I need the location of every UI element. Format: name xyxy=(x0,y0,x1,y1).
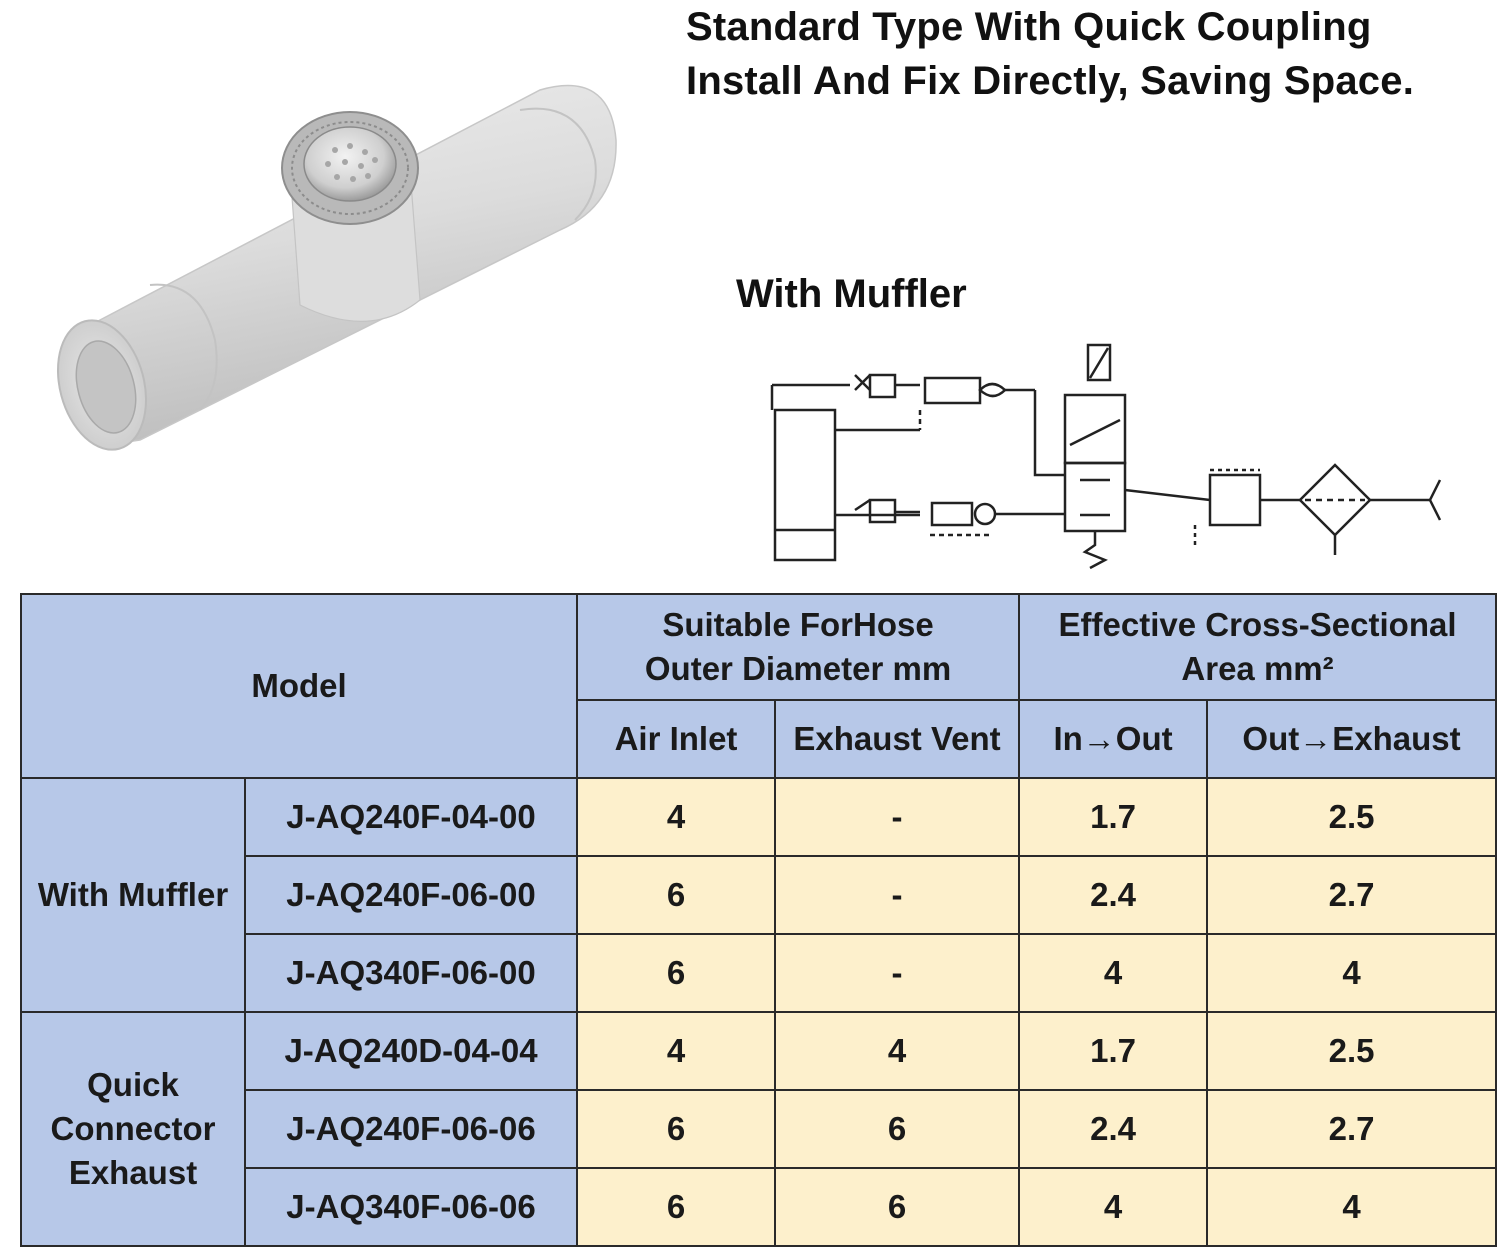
exhaust-vent-cell: 6 xyxy=(775,1168,1019,1246)
exhaust-vent-header: Exhaust Vent xyxy=(775,700,1019,778)
air-inlet-cell: 4 xyxy=(577,1012,775,1090)
air-inlet-cell: 4 xyxy=(577,778,775,856)
hose-header-line-1: Suitable ForHose xyxy=(662,606,934,643)
table-row xyxy=(21,1012,1496,1090)
out-exhaust-cell: 4 xyxy=(1207,1168,1496,1246)
out-exhaust-cell: 2.5 xyxy=(1207,778,1496,856)
headline-line-1: Standard Type With Quick Coupling xyxy=(686,5,1372,49)
table-row xyxy=(21,778,1496,856)
group-label-line-2: Connector xyxy=(50,1110,216,1147)
group-quick-connector-exhaust xyxy=(21,1012,245,1246)
headline xyxy=(686,0,1498,108)
hose-header-line-2: Outer Diameter mm xyxy=(644,650,952,687)
in-out-cell: 4 xyxy=(1019,1168,1207,1246)
exhaust-vent-cell: 6 xyxy=(775,1090,1019,1168)
out-exhaust-header: Out→Exhaust xyxy=(1207,700,1496,778)
model-cell: J-AQ240D-04-04 xyxy=(245,1012,577,1090)
air-inlet-cell: 6 xyxy=(577,1090,775,1168)
group-label-line-3: Exhaust xyxy=(68,1154,198,1191)
cross-section-header xyxy=(1019,594,1496,700)
in-out-cell: 4 xyxy=(1019,934,1207,1012)
model-header: Model xyxy=(21,594,577,778)
hose-diameter-header xyxy=(577,594,1019,700)
group-label-line-1: Quick xyxy=(87,1066,179,1103)
group-with-muffler: With Muffler xyxy=(21,778,245,1012)
air-inlet-cell: 6 xyxy=(577,1168,775,1246)
in-out-cell: 2.4 xyxy=(1019,1090,1207,1168)
headline-line-2: Install And Fix Directly, Saving Space. xyxy=(686,59,1415,103)
out-exhaust-cell: 4 xyxy=(1207,934,1496,1012)
exhaust-vent-cell: - xyxy=(775,934,1019,1012)
air-inlet-cell: 6 xyxy=(577,856,775,934)
area-header-line-1: Effective Cross-Sectional xyxy=(1058,606,1457,643)
exhaust-vent-cell: 4 xyxy=(775,1012,1019,1090)
area-header-line-2: Area mm² xyxy=(1181,650,1334,687)
specification-table xyxy=(20,593,1497,1247)
model-cell: J-AQ240F-04-00 xyxy=(245,778,577,856)
model-cell: J-AQ340F-06-06 xyxy=(245,1168,577,1246)
model-cell: J-AQ240F-06-06 xyxy=(245,1090,577,1168)
in-out-cell: 1.7 xyxy=(1019,1012,1207,1090)
quick-exhaust-valve-illustration xyxy=(50,40,640,460)
pneumatic-circuit-diagram xyxy=(740,340,1460,575)
schematic-title: With Muffler xyxy=(736,272,967,316)
out-exhaust-cell: 2.7 xyxy=(1207,856,1496,934)
model-cell: J-AQ340F-06-00 xyxy=(245,934,577,1012)
out-exhaust-cell: 2.5 xyxy=(1207,1012,1496,1090)
air-inlet-cell: 6 xyxy=(577,934,775,1012)
exhaust-vent-cell: - xyxy=(775,856,1019,934)
exhaust-vent-cell: - xyxy=(775,778,1019,856)
in-out-cell: 2.4 xyxy=(1019,856,1207,934)
model-cell: J-AQ240F-06-00 xyxy=(245,856,577,934)
air-inlet-header: Air Inlet xyxy=(577,700,775,778)
in-out-header: In→Out xyxy=(1019,700,1207,778)
in-out-cell: 1.7 xyxy=(1019,778,1207,856)
out-exhaust-cell: 2.7 xyxy=(1207,1090,1496,1168)
